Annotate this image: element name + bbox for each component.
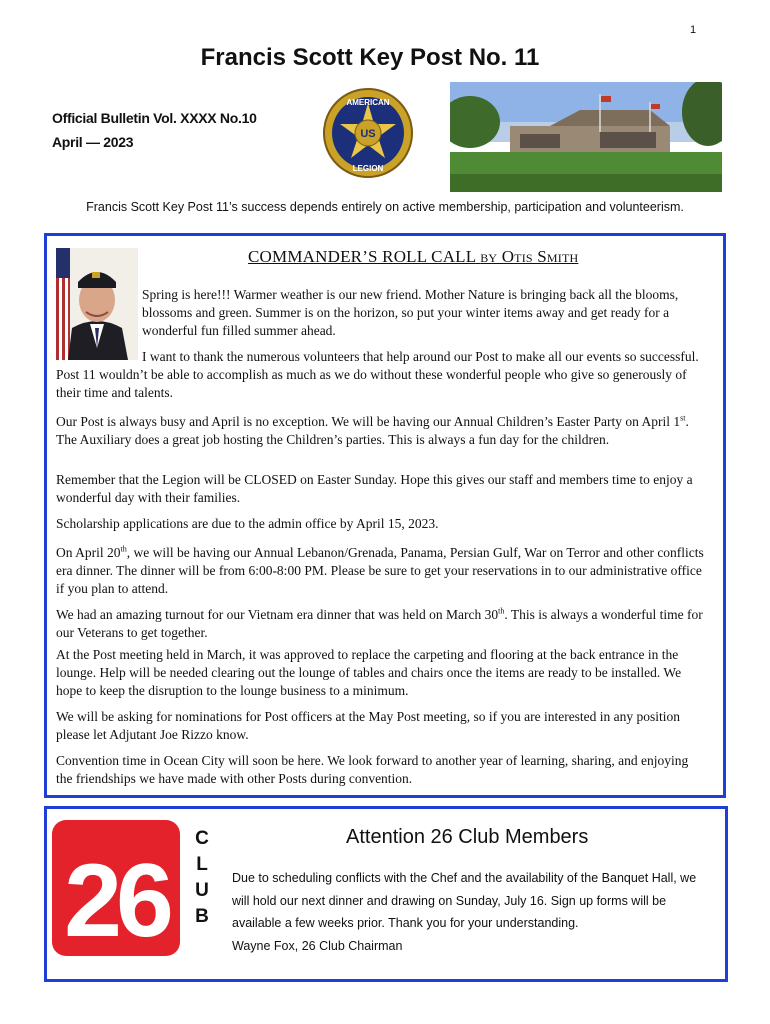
commander-paragraph: I want to thank the numerous volunteers that help around our Post to make all our events so successful. Post 11 wouldn’t be able to accomplish as much as we do without these wonderful people who give so generously of their time and talents.: [56, 349, 699, 400]
commander-paragraph: [56, 602, 706, 642]
post-building-photo: [450, 82, 722, 192]
club26-message: Due to scheduling conflicts with the Chef and the availability of the Banquet Hall, we will hold our next dinner and drawing on Sunday, July 16. Sign up forms will be available a few weeks prior. Thank you for your understanding.: [232, 871, 697, 930]
easter-party-text: Our Post is always busy and April is no exception. We will be having our Annual Children’s Easter Party on April 1st. The Auxiliary does a great job hosting the Children’s parties. This is always a fun day for the children.: [56, 413, 689, 447]
commander-paragraph: Spring is here!!! Warmer weather is our new friend. Mother Nature is bringing back all the blooms, blossoms and green. Summer is on the horizon, so put your winter items away and get ready for a wonderful fun filled summer ahead.: [142, 287, 679, 338]
commander-paragraph: [56, 409, 706, 449]
commander-paragraph: [56, 540, 706, 598]
vietnam-dinner-text: We had an amazing turnout for our Vietnam era dinner that was held on March 30th. This is always a wonderful time for our Veterans to get together.: [56, 606, 703, 640]
commander-paragraph: Scholarship applications are due to the admin office by April 15, 2023.: [56, 516, 439, 531]
club-letter: U: [195, 880, 209, 901]
commander-heading-title: COMMANDER’S ROLL CALL: [248, 247, 476, 266]
commander-paragraph: We will be asking for nominations for Post officers at the May Post meeting, so if you are interested in any position please let Adjutant Joe Rizzo know.: [56, 709, 681, 742]
page-number: 1: [690, 24, 697, 36]
commander-byline: by Otis Smith: [480, 247, 579, 266]
commander-photo: [56, 248, 138, 360]
club26-body: [232, 867, 712, 957]
page-title: Francis Scott Key Post No. 11: [200, 44, 540, 71]
club-vertical-letters: [192, 826, 212, 930]
club26-badge-number: 26: [64, 843, 168, 956]
emblem-bottom-text: LEGION: [352, 164, 384, 173]
commander-paragraph: Convention time in Ocean City will soon be here. We look forward to another year of learning, sharing, and enjoying the friendships we have made with other Posts during convention.: [56, 753, 689, 786]
tagline: Francis Scott Key Post 11’s success depends entirely on active membership, participation and volunteerism.: [86, 200, 684, 214]
commander-heading: [248, 247, 578, 267]
bulletin-date: April — 2023: [52, 134, 134, 150]
club-letter: C: [195, 828, 209, 849]
club-letter: L: [196, 854, 208, 875]
club-letter: B: [195, 906, 209, 927]
bulletin-volume: Official Bulletin Vol. XXXX No.10: [52, 110, 257, 126]
emblem-top-text: AMERICAN: [346, 98, 390, 107]
bulletin-info: [52, 106, 257, 154]
club26-signature: Wayne Fox, 26 Club Chairman: [232, 938, 403, 953]
club26-badge: [52, 820, 180, 956]
dinner-text: On April 20th, we will be having our Annual Lebanon/Grenada, Panama, Persian Gulf, War on Terror and other conflicts era dinner. The dinner will be from 6:00-8:00 PM. Please be sure to get your reservations in to our administrative office if you plan to attend.: [56, 544, 704, 596]
american-legion-emblem: [318, 86, 418, 180]
commander-paragraph: Remember that the Legion will be CLOSED on Easter Sunday. Hope this gives our staff and members time to enjoy a wonderful day with their families.: [56, 472, 693, 505]
commander-paragraph: At the Post meeting held in March, it was approved to replace the carpeting and flooring at the back entrance in the lounge. Help will be needed clearing out the lounge of tables and chairs once the items are ready to be installed. We hope to keep the disruption to the lounge business to a minimum.: [56, 647, 682, 698]
emblem-center-text: US: [360, 128, 376, 140]
club26-title: Attention 26 Club Members: [346, 826, 589, 848]
